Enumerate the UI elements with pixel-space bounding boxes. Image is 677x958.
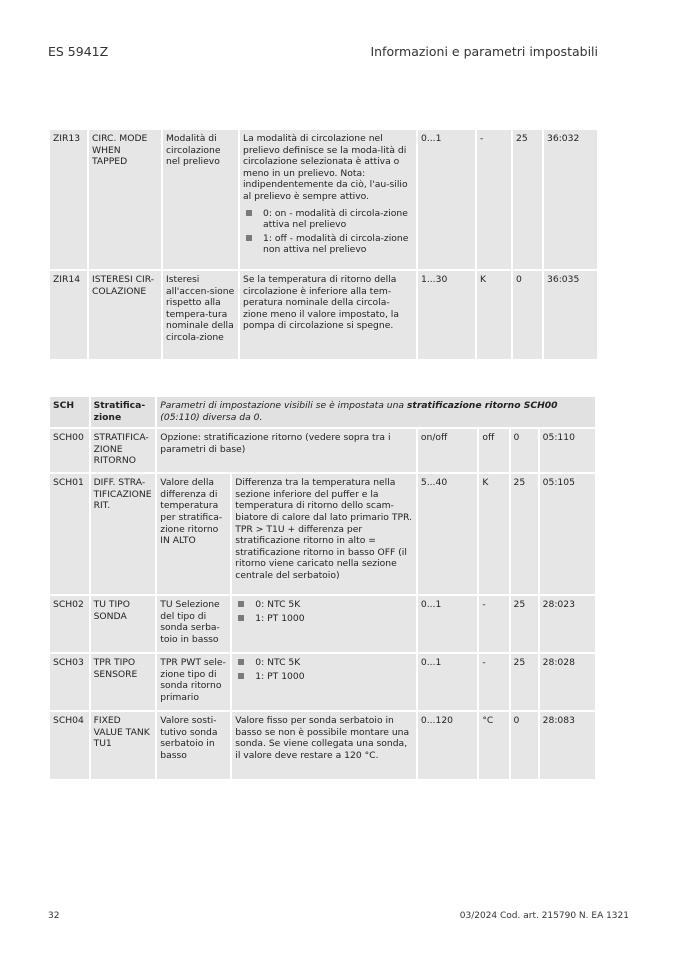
param-name: TU TIPO SONDA [91,596,156,652]
param-default: 0 [513,271,542,359]
table-row [50,654,595,710]
param-address: 28:023 [540,596,595,652]
table-row [50,474,595,594]
page-number: 32 [48,911,60,921]
param-address: 05:110 [540,429,595,472]
list-item: 0: NTC 5K [235,599,413,611]
param-name: DIFF. STRA-TIFICAZIONE RIT. [91,474,156,594]
list-item: 1: PT 1000 [235,613,413,625]
parameter-table-sch [48,395,597,781]
param-default: 0 [511,712,538,779]
group-note-post: (05:110) diversa da 0. [160,411,263,423]
group-name: Stratifica-zione [91,397,156,427]
param-name: CIRC. MODE WHEN TAPPED [89,130,161,269]
param-short-desc: Isteresi all'accen-sione rispetto alla tempera-tura nominale della circola-zione [163,271,238,359]
param-unit: K [479,474,508,594]
param-range: 0...1 [418,654,477,710]
group-note-pre: Parametri di impostazione visibili se è impostata una [160,400,407,411]
param-code: SCH04 [50,712,89,779]
param-default: 25 [513,130,542,269]
param-short-desc: Valore sosti-tutivo sonda serbatoio in basso [157,712,230,779]
param-default: 0 [511,429,538,472]
param-address: 28:083 [540,712,595,779]
parameter-table-zir [48,128,599,361]
param-description [240,130,416,269]
param-code: ZIR13 [50,130,87,269]
list-item: 1: off - modalità di circola-zione non attiva nel prelievo [243,233,413,256]
param-name: TPR TIPO SENSORE [91,654,156,710]
header-section-title: Informazioni e parametri impostabili [370,44,598,59]
param-short-desc: Modalità di circolazione nel prelievo [163,130,238,269]
param-unit: - [477,130,511,269]
param-default: 25 [511,474,538,594]
param-unit: off [479,429,508,472]
table-row [50,130,597,269]
group-header-row [50,397,595,427]
param-address: 36:035 [544,271,597,359]
param-range: 1...30 [418,271,475,359]
footer-reference: 03/2024 Cod. art. 215790 N. EA 1321 [459,911,629,921]
group-note [157,397,595,427]
list-item: 0: NTC 5K [235,657,413,669]
group-code: SCH [50,397,89,427]
param-description: Opzione: stratificazione ritorno (vedere sopra tra i parametri di base) [157,429,416,472]
param-default: 25 [511,654,538,710]
param-address: 05:105 [540,474,595,594]
param-code: ZIR14 [50,271,87,359]
header-doc-code: ES 5941Z [48,44,109,59]
param-unit: - [479,654,508,710]
param-name: STRATIFICA-ZIONE RITORNO [91,429,156,472]
param-unit: - [479,596,508,652]
table-row [50,271,597,359]
param-description: Differenza tra la temperatura nella sezione inferiore del puffer e la temperatura di ritorno dello scam-biatore di calore dal lato primario TPR. TPR > T1U + differenza per stratificazione ritorno in alto = stratificazione ritorno in basso OFF (il ritorno viene caricato nella sezione centrale del serbatoio) [232,474,416,594]
param-range: on/off [418,429,477,472]
param-description: Se la temperatura di ritorno della circolazione è inferiore alla tem-peratura nominale della circola-zione meno il valore impostato, la pompa di circolazione si spegne. [240,271,416,359]
param-description [232,654,416,710]
option-list [243,208,413,256]
list-item: 0: on - modalità di circola-zione attiva nel prelievo [243,208,413,231]
param-unit: °C [479,712,508,779]
option-list [235,657,413,682]
param-description [232,596,416,652]
table-row [50,712,595,779]
param-range: 0...1 [418,596,477,652]
param-description: Valore fisso per sonda serbatoio in basso se non è possibile montare una sonda. Se viene collegata una sonda, il valore deve restare a 120 °C. [232,712,416,779]
table-row [50,429,595,472]
list-item: 1: PT 1000 [235,671,413,683]
param-short-desc: TPR PWT sele-zione tipo di sonda ritorno primario [157,654,230,710]
param-address: 36:032 [544,130,597,269]
param-short-desc: Valore della differenza di temperatura per stratifica-zione ritorno IN ALTO [157,474,230,594]
group-note-bold: stratificazione ritorno SCH00 [406,400,558,411]
param-short-desc: TU Selezione del tipo di sonda serba-toio in basso [157,596,230,652]
param-range: 0...120 [418,712,477,779]
param-default: 25 [511,596,538,652]
param-address: 28:028 [540,654,595,710]
table-row [50,596,595,652]
param-code: SCH01 [50,474,89,594]
param-code: SCH00 [50,429,89,472]
param-code: SCH02 [50,596,89,652]
param-description-text: La modalità di circolazione nel prelievo definisce se la moda-lità di circolazione selezionata è attiva o meno in un prelievo. Nota: indipendentemente da ciò, l'au-silio al prelievo è sempre attivo. [243,133,408,202]
param-code: SCH03 [50,654,89,710]
param-name: FIXED VALUE TANK TU1 [91,712,156,779]
param-name: ISTERESI CIR-COLAZIONE [89,271,161,359]
param-range: 0...1 [418,130,475,269]
param-unit: K [477,271,511,359]
param-range: 5...40 [418,474,477,594]
option-list [235,599,413,624]
